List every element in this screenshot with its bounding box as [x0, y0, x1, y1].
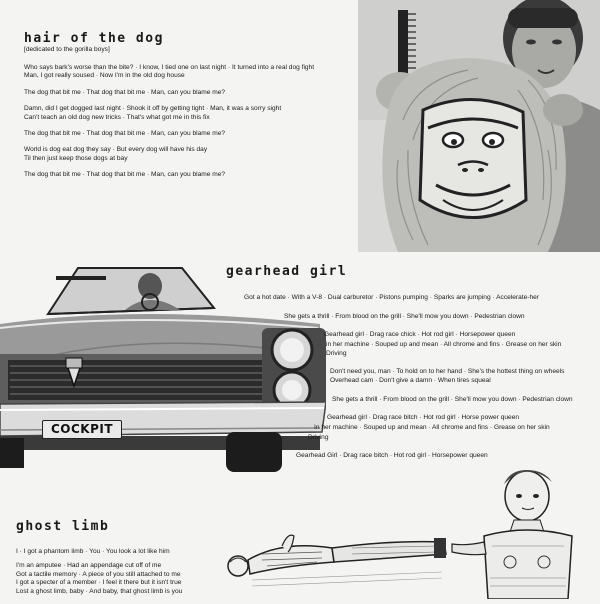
song-dedication: [dedicated to the gorilla boys] — [24, 46, 110, 53]
lyric-line: Got a hot date · With a V-8 · Dual carburetor · Pistons pumping · Sparks are jumping · Accelerate-her — [244, 294, 540, 301]
lyric-line: She gets a thrill · From blood on the grill · She'll mow you down · Pedestrian clown — [284, 313, 525, 320]
lyric-line: World is dog eat dog they say · But every dog will have his day — [24, 146, 208, 154]
lyric-line: Lost a ghost limb, baby · And baby, that ghost limb is you — [16, 587, 183, 595]
lyric-line: The dog that bit me · That dog that bit me · Man, can you blame me? — [24, 171, 226, 179]
lyric-line: Gearhead Girl · Drag race bitch · Hot rod girl · Horsepower queen — [296, 452, 488, 459]
lyric-line: The dog that bit me · That dog that bit me · Man, can you blame me? — [24, 88, 226, 96]
lyric-line: In her machine · Souped up and mean · All chrome and fins · Grease on her skin — [314, 424, 550, 431]
lyrics-ghost-limb — [16, 548, 182, 596]
lyric-line: I got a specter of a member · I feel it there but it isn't true — [16, 579, 182, 587]
lyric-line: The dog that bit me · That dog that bit me · Man, can you blame me? — [24, 130, 226, 138]
lyric-line: Gearhead girl · Drag race chick · Hot rod girl · Horsepower queen — [324, 331, 516, 338]
lyric-line: Got a tactile memory · A piece of you still attached to me — [16, 570, 181, 578]
lyric-line: Don't need you, man · To hold on to her hand · She's the hottest thing on wheels — [330, 368, 565, 375]
illustration-amputee-figures — [222, 462, 600, 599]
song-title-hair-of-the-dog: hair of the dog — [24, 31, 164, 46]
lyric-line: Who says bark's worse than the bite? · I know, I tied one on last night · It turned into a real dog fight — [24, 64, 315, 71]
lyric-line: Driving — [308, 434, 329, 441]
song-title-ghost-limb: ghost limb — [16, 519, 110, 534]
lyric-line: I'm an amputee · Had an appendage cut off of me — [16, 562, 162, 570]
lyric-line: Gearhead girl · Drag race bitch · Hot rod girl · Horse power queen — [327, 414, 520, 421]
lyric-line: in her machine · Souped up and mean · All chrome and fins · Grease on her skin — [326, 341, 562, 348]
lyric-line: Overhead cam · Don't give a damn · When tires squeal — [330, 377, 491, 384]
song-title-gearhead-girl: gearhead girl — [226, 264, 348, 279]
lyric-line: Damn, did I get dogged last night · Shook it off by getting tight · Man, it was a sorry sight — [24, 105, 282, 113]
license-plate: COCKPIT — [42, 420, 122, 439]
lyrics-hair-of-the-dog — [24, 64, 314, 180]
lyric-line: Can't teach an old dog new tricks · That's what got me in this fix — [24, 113, 210, 121]
lyric-line: She gets a thrill · From blood on the grill · She'll mow you down · Pedestrian clown — [332, 396, 573, 403]
lyric-line: Driving — [326, 350, 347, 357]
lyric-line: Til then just keep those dogs at bay — [24, 154, 128, 162]
lyric-line: I · I got a phantom limb · You · You look a lot like him — [16, 548, 170, 555]
photo-man-with-gorilla-mask — [358, 0, 600, 252]
lyric-line: Man, I got really soused · Now I'm in the old dog house — [24, 72, 185, 80]
